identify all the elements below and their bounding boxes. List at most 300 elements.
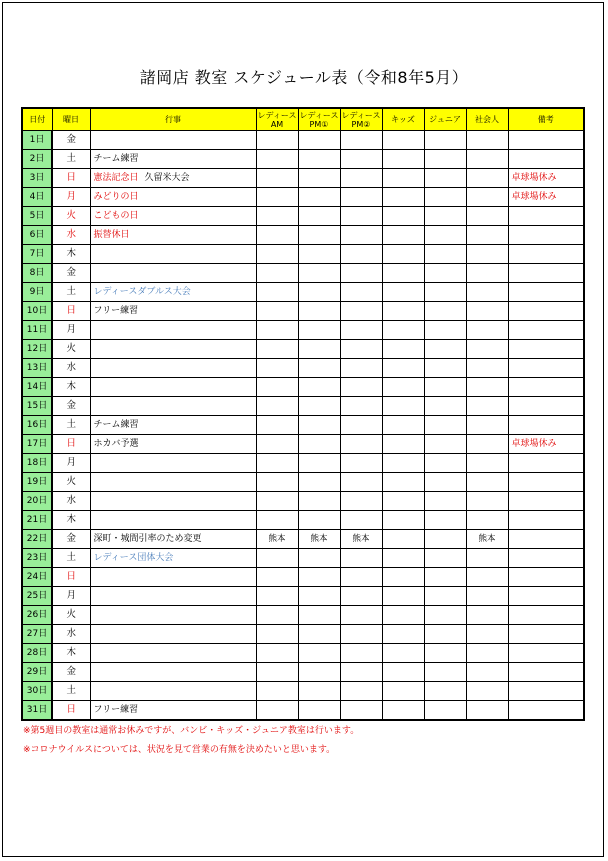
ladies-pm1-cell <box>298 511 340 530</box>
table-row <box>22 587 584 606</box>
junior-cell <box>424 454 466 473</box>
ladies-am-cell <box>256 302 298 321</box>
header-kids: キッズ <box>382 108 424 131</box>
note-cell <box>508 321 584 340</box>
date-cell: 10日 <box>22 302 52 321</box>
table-row <box>22 663 584 682</box>
date-cell: 25日 <box>22 587 52 606</box>
table-row <box>22 169 584 188</box>
note-cell <box>508 644 584 663</box>
note-cell <box>508 264 584 283</box>
event-cell <box>90 473 256 492</box>
table-row <box>22 644 584 663</box>
date-cell: 22日 <box>22 530 52 549</box>
adult-cell <box>466 302 508 321</box>
ladies-pm1-cell <box>298 568 340 587</box>
ladies-am-cell <box>256 321 298 340</box>
kids-cell <box>382 549 424 568</box>
kids-cell <box>382 587 424 606</box>
ladies-pm2-cell <box>340 682 382 701</box>
note-cell <box>508 302 584 321</box>
ladies-pm1-cell <box>298 416 340 435</box>
weekday-cell: 水 <box>52 492 90 511</box>
note-cell: 卓球場休み <box>508 188 584 207</box>
adult-cell <box>466 207 508 226</box>
weekday-cell: 月 <box>52 321 90 340</box>
weekday-cell: 土 <box>52 283 90 302</box>
ladies-pm2-cell <box>340 568 382 587</box>
kids-cell <box>382 302 424 321</box>
kids-cell <box>382 416 424 435</box>
ladies-pm1-cell <box>298 302 340 321</box>
adult-cell <box>466 245 508 264</box>
event-cell: ホカバ予選 <box>90 435 256 454</box>
page-title: 諸岡店 教室 スケジュール表（令和8年5月） <box>139 68 469 87</box>
junior-cell <box>424 245 466 264</box>
ladies-pm1-cell <box>298 188 340 207</box>
note-cell <box>508 378 584 397</box>
table-row <box>22 454 584 473</box>
table-row <box>22 321 584 340</box>
ladies-pm2-cell <box>340 397 382 416</box>
event-cell: レディースダブルス大会 <box>90 283 256 302</box>
table-row <box>22 435 584 454</box>
note-cell <box>508 207 584 226</box>
adult-cell <box>466 492 508 511</box>
table-row <box>22 264 584 283</box>
weekday-cell: 水 <box>52 226 90 245</box>
junior-cell <box>424 701 466 721</box>
date-cell: 27日 <box>22 625 52 644</box>
adult-cell <box>466 549 508 568</box>
note-cell <box>508 416 584 435</box>
table-header-row <box>22 108 584 131</box>
footnote-2: ※コロナウイルスについては、状況を見て営業の有無を決めたいと思います。 <box>23 745 336 755</box>
ladies-pm2-cell <box>340 207 382 226</box>
weekday-cell: 金 <box>52 397 90 416</box>
junior-cell <box>424 644 466 663</box>
ladies-am-cell <box>256 283 298 302</box>
note-cell <box>508 587 584 606</box>
ladies-am-cell <box>256 245 298 264</box>
table-row <box>22 606 584 625</box>
adult-cell <box>466 169 508 188</box>
event-cell <box>90 663 256 682</box>
junior-cell <box>424 682 466 701</box>
table-row <box>22 682 584 701</box>
adult-cell <box>466 435 508 454</box>
weekday-cell: 火 <box>52 207 90 226</box>
table-row <box>22 150 584 169</box>
weekday-cell: 月 <box>52 587 90 606</box>
kids-cell <box>382 435 424 454</box>
adult-cell <box>466 644 508 663</box>
date-cell: 11日 <box>22 321 52 340</box>
weekday-cell: 土 <box>52 549 90 568</box>
event-cell <box>90 606 256 625</box>
table-row <box>22 625 584 644</box>
date-cell: 6日 <box>22 226 52 245</box>
event-cell: チーム練習 <box>90 416 256 435</box>
ladies-pm1-cell <box>298 644 340 663</box>
ladies-am-cell: 熊本 <box>256 530 298 549</box>
adult-cell <box>466 131 508 150</box>
schedule-sheet <box>2 2 604 857</box>
ladies-pm2-cell <box>340 226 382 245</box>
adult-cell <box>466 321 508 340</box>
header-ladies-am: レディースAM <box>256 108 298 131</box>
header-ladies-pm2: レディースPM② <box>340 108 382 131</box>
kids-cell <box>382 283 424 302</box>
kids-cell <box>382 169 424 188</box>
ladies-pm1-cell <box>298 283 340 302</box>
event-cell <box>90 511 256 530</box>
ladies-pm2-cell <box>340 511 382 530</box>
junior-cell <box>424 587 466 606</box>
ladies-pm2-cell <box>340 283 382 302</box>
event-holiday-text: 憲法記念日 <box>93 172 139 183</box>
junior-cell <box>424 663 466 682</box>
table-row <box>22 378 584 397</box>
ladies-am-cell <box>256 435 298 454</box>
junior-cell <box>424 435 466 454</box>
ladies-am-cell <box>256 188 298 207</box>
note-cell: 卓球場休み <box>508 169 584 188</box>
adult-cell <box>466 226 508 245</box>
ladies-pm2-cell <box>340 416 382 435</box>
ladies-pm2-cell <box>340 188 382 207</box>
ladies-pm1-cell <box>298 378 340 397</box>
ladies-pm2-cell <box>340 663 382 682</box>
weekday-cell: 日 <box>52 701 90 721</box>
ladies-am-cell <box>256 378 298 397</box>
note-cell <box>508 511 584 530</box>
event-cell <box>90 454 256 473</box>
ladies-pm1-cell <box>298 340 340 359</box>
junior-cell <box>424 359 466 378</box>
ladies-am-cell <box>256 606 298 625</box>
date-cell: 19日 <box>22 473 52 492</box>
junior-cell <box>424 302 466 321</box>
note-cell <box>508 397 584 416</box>
junior-cell <box>424 169 466 188</box>
date-cell: 5日 <box>22 207 52 226</box>
junior-cell <box>424 188 466 207</box>
ladies-am-cell <box>256 359 298 378</box>
kids-cell <box>382 359 424 378</box>
adult-cell <box>466 359 508 378</box>
ladies-pm2-cell <box>340 378 382 397</box>
date-cell: 12日 <box>22 340 52 359</box>
note-cell <box>508 701 584 721</box>
table-row <box>22 207 584 226</box>
weekday-cell: 木 <box>52 644 90 663</box>
junior-cell <box>424 511 466 530</box>
ladies-am-cell <box>256 492 298 511</box>
date-cell: 17日 <box>22 435 52 454</box>
adult-cell <box>466 264 508 283</box>
kids-cell <box>382 511 424 530</box>
junior-cell <box>424 568 466 587</box>
ladies-am-cell <box>256 454 298 473</box>
kids-cell <box>382 473 424 492</box>
junior-cell <box>424 340 466 359</box>
note-cell <box>508 549 584 568</box>
table-row <box>22 397 584 416</box>
ladies-am-cell <box>256 682 298 701</box>
footnote-1: ※第5週目の教室は通常お休みですが、バンビ・キッズ・ジュニア教室は行います。 <box>23 726 360 736</box>
date-cell: 8日 <box>22 264 52 283</box>
weekday-cell: 水 <box>52 625 90 644</box>
table-row <box>22 359 584 378</box>
weekday-cell: 火 <box>52 473 90 492</box>
header-adult: 社会人 <box>466 108 508 131</box>
ladies-am-cell <box>256 663 298 682</box>
ladies-am-cell <box>256 511 298 530</box>
weekday-cell: 月 <box>52 188 90 207</box>
date-cell: 31日 <box>22 701 52 721</box>
note-cell <box>508 226 584 245</box>
junior-cell <box>424 530 466 549</box>
ladies-pm1-cell <box>298 473 340 492</box>
ladies-am-cell <box>256 207 298 226</box>
ladies-am-cell <box>256 150 298 169</box>
date-cell: 24日 <box>22 568 52 587</box>
weekday-cell: 木 <box>52 511 90 530</box>
date-cell: 16日 <box>22 416 52 435</box>
weekday-cell: 土 <box>52 682 90 701</box>
header-event: 行事 <box>90 108 256 131</box>
weekday-cell: 木 <box>52 378 90 397</box>
note-cell <box>508 606 584 625</box>
note-cell <box>508 682 584 701</box>
note-cell <box>508 473 584 492</box>
ladies-pm1-cell: 熊本 <box>298 530 340 549</box>
adult-cell <box>466 340 508 359</box>
kids-cell <box>382 226 424 245</box>
ladies-pm1-cell <box>298 435 340 454</box>
weekday-cell: 火 <box>52 606 90 625</box>
adult-cell <box>466 625 508 644</box>
ladies-am-cell <box>256 169 298 188</box>
kids-cell <box>382 606 424 625</box>
adult-cell <box>466 283 508 302</box>
kids-cell <box>382 397 424 416</box>
junior-cell <box>424 321 466 340</box>
note-cell <box>508 131 584 150</box>
ladies-am-cell <box>256 226 298 245</box>
table-row <box>22 473 584 492</box>
table-row <box>22 549 584 568</box>
date-cell: 30日 <box>22 682 52 701</box>
event-cell: こどもの日 <box>90 207 256 226</box>
table-row <box>22 283 584 302</box>
note-cell <box>508 568 584 587</box>
junior-cell <box>424 549 466 568</box>
adult-cell <box>466 397 508 416</box>
note-cell <box>508 340 584 359</box>
kids-cell <box>382 454 424 473</box>
weekday-cell: 金 <box>52 530 90 549</box>
junior-cell <box>424 283 466 302</box>
junior-cell <box>424 606 466 625</box>
table-row <box>22 568 584 587</box>
weekday-cell: 土 <box>52 150 90 169</box>
table-row <box>22 226 584 245</box>
kids-cell <box>382 207 424 226</box>
ladies-pm2-cell <box>340 169 382 188</box>
date-cell: 13日 <box>22 359 52 378</box>
table-row <box>22 530 584 549</box>
ladies-am-cell <box>256 701 298 721</box>
kids-cell <box>382 188 424 207</box>
adult-cell <box>466 511 508 530</box>
event-cell <box>90 169 256 188</box>
ladies-pm1-cell <box>298 150 340 169</box>
note-cell: 卓球場休み <box>508 435 584 454</box>
kids-cell <box>382 492 424 511</box>
ladies-pm1-cell <box>298 226 340 245</box>
kids-cell <box>382 663 424 682</box>
kids-cell <box>382 568 424 587</box>
junior-cell <box>424 226 466 245</box>
ladies-pm1-cell <box>298 321 340 340</box>
date-cell: 4日 <box>22 188 52 207</box>
adult-cell: 熊本 <box>466 530 508 549</box>
header-junior: ジュニア <box>424 108 466 131</box>
adult-cell <box>466 473 508 492</box>
junior-cell <box>424 264 466 283</box>
ladies-pm2-cell <box>340 302 382 321</box>
event-cell <box>90 682 256 701</box>
ladies-pm1-cell <box>298 264 340 283</box>
junior-cell <box>424 150 466 169</box>
ladies-pm2-cell <box>340 549 382 568</box>
event-cell <box>90 397 256 416</box>
weekday-cell: 水 <box>52 359 90 378</box>
junior-cell <box>424 207 466 226</box>
event-cell: 振替休日 <box>90 226 256 245</box>
ladies-pm2-cell: 熊本 <box>340 530 382 549</box>
note-cell <box>508 454 584 473</box>
table-row <box>22 188 584 207</box>
event-cell: レディース団体大会 <box>90 549 256 568</box>
ladies-pm1-cell <box>298 625 340 644</box>
date-cell: 9日 <box>22 283 52 302</box>
ladies-am-cell <box>256 131 298 150</box>
weekday-cell: 日 <box>52 302 90 321</box>
weekday-cell: 金 <box>52 264 90 283</box>
date-cell: 18日 <box>22 454 52 473</box>
event-cell <box>90 264 256 283</box>
event-cell <box>90 492 256 511</box>
adult-cell <box>466 416 508 435</box>
date-cell: 21日 <box>22 511 52 530</box>
header-ladies-pm1: レディースPM① <box>298 108 340 131</box>
ladies-pm2-cell <box>340 245 382 264</box>
table-row <box>22 492 584 511</box>
ladies-am-cell <box>256 473 298 492</box>
note-cell <box>508 530 584 549</box>
kids-cell <box>382 321 424 340</box>
event-cell <box>90 245 256 264</box>
kids-cell <box>382 245 424 264</box>
ladies-am-cell <box>256 397 298 416</box>
event-cell <box>90 625 256 644</box>
event-cell <box>90 131 256 150</box>
ladies-am-cell <box>256 340 298 359</box>
ladies-pm1-cell <box>298 549 340 568</box>
kids-cell <box>382 530 424 549</box>
table-row <box>22 416 584 435</box>
date-cell: 20日 <box>22 492 52 511</box>
date-cell: 29日 <box>22 663 52 682</box>
date-cell: 3日 <box>22 169 52 188</box>
adult-cell <box>466 188 508 207</box>
ladies-am-cell <box>256 625 298 644</box>
kids-cell <box>382 150 424 169</box>
ladies-pm1-cell <box>298 492 340 511</box>
weekday-cell: 金 <box>52 131 90 150</box>
date-cell: 14日 <box>22 378 52 397</box>
date-cell: 26日 <box>22 606 52 625</box>
ladies-pm1-cell <box>298 131 340 150</box>
adult-cell <box>466 587 508 606</box>
table-row <box>22 701 584 721</box>
header-dow: 曜日 <box>52 108 90 131</box>
ladies-pm2-cell <box>340 644 382 663</box>
event-text: 久留米大会 <box>144 172 190 183</box>
note-cell <box>508 150 584 169</box>
event-cell <box>90 359 256 378</box>
ladies-pm1-cell <box>298 169 340 188</box>
weekday-cell: 木 <box>52 245 90 264</box>
schedule-table <box>21 107 585 721</box>
event-cell <box>90 340 256 359</box>
ladies-am-cell <box>256 416 298 435</box>
ladies-am-cell <box>256 568 298 587</box>
event-cell <box>90 644 256 663</box>
table-row <box>22 131 584 150</box>
junior-cell <box>424 625 466 644</box>
weekday-cell: 日 <box>52 169 90 188</box>
adult-cell <box>466 606 508 625</box>
weekday-cell: 土 <box>52 416 90 435</box>
schedule-body <box>22 131 584 721</box>
event-cell <box>90 378 256 397</box>
ladies-pm2-cell <box>340 131 382 150</box>
ladies-pm1-cell <box>298 701 340 721</box>
ladies-pm2-cell <box>340 701 382 721</box>
weekday-cell: 月 <box>52 454 90 473</box>
ladies-pm2-cell <box>340 264 382 283</box>
ladies-pm2-cell <box>340 454 382 473</box>
junior-cell <box>424 397 466 416</box>
junior-cell <box>424 492 466 511</box>
kids-cell <box>382 701 424 721</box>
ladies-pm1-cell <box>298 682 340 701</box>
event-cell: フリー練習 <box>90 701 256 721</box>
event-cell: 深町・城間引率のため変更 <box>90 530 256 549</box>
adult-cell <box>466 663 508 682</box>
ladies-pm1-cell <box>298 397 340 416</box>
adult-cell <box>466 378 508 397</box>
ladies-pm2-cell <box>340 473 382 492</box>
kids-cell <box>382 625 424 644</box>
ladies-pm2-cell <box>340 321 382 340</box>
date-cell: 23日 <box>22 549 52 568</box>
event-cell <box>90 568 256 587</box>
